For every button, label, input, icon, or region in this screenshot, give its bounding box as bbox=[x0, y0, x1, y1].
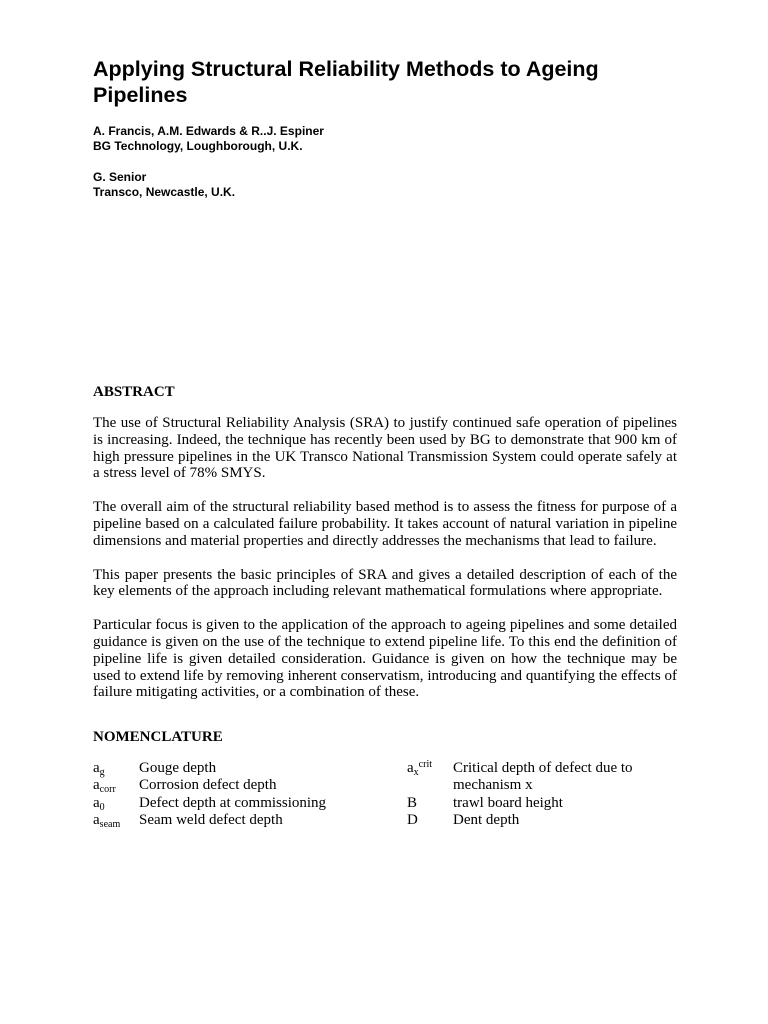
nomenclature-row bbox=[93, 795, 393, 812]
nomenclature-left-column bbox=[93, 760, 393, 829]
nomenclature-symbol: B bbox=[407, 794, 418, 811]
nomenclature-right-column bbox=[407, 760, 677, 829]
affiliation-line-1: BG Technology, Loughborough, U.K. bbox=[93, 139, 303, 153]
abstract-paragraph-3: This paper presents the basic principles of SRA and gives a detailed description of each of the key elements of the approach including relevant mathematical formulations where appropriate. bbox=[93, 566, 677, 600]
nomenclature-row bbox=[407, 795, 677, 812]
nomenclature-row bbox=[93, 777, 393, 794]
abstract-paragraph-1: The use of Structural Reliability Analysis (SRA) to justify continued safe operation of pipelines is increasing. Indeed, the technique has recently been used by BG to demonstrate that 900 km of high pressure pipelines in the UK Transco National Transmission System could operate safely at a stress level of 78% SMYS. bbox=[93, 415, 677, 482]
nomenclature-definition: trawl board height bbox=[453, 794, 563, 811]
nomenclature-definition-continued: mechanism x bbox=[453, 777, 533, 794]
nomenclature-row bbox=[407, 760, 677, 777]
author-block-1 bbox=[93, 124, 677, 154]
abstract-paragraph-2: The overall aim of the structural reliability based method is to assess the fitness for purpose of a pipeline based on a calculated failure probability. It takes account of natural variation in pipeline dimensions and material properties and directly addresses the mechanisms that lead to failure. bbox=[93, 499, 677, 549]
nomenclature-symbol: $a_{seam}$ bbox=[93, 811, 121, 830]
nomenclature-symbol: D bbox=[407, 811, 418, 828]
paper-page bbox=[93, 56, 677, 840]
affiliation-line-2: Transco, Newcastle, U.K. bbox=[93, 185, 236, 199]
nomenclature-symbol: $a_g$ bbox=[93, 760, 105, 779]
nomenclature-symbol: $a_x^{crit}$ bbox=[407, 759, 432, 779]
author-block-2 bbox=[93, 170, 677, 200]
authors-line-2: G. Senior bbox=[93, 170, 147, 184]
nomenclature-row bbox=[93, 760, 393, 777]
nomenclature-row bbox=[93, 812, 393, 829]
nomenclature-definition: Seam weld defect depth bbox=[139, 811, 283, 828]
nomenclature-symbol: $a_0$ bbox=[93, 794, 105, 813]
nomenclature-table bbox=[93, 760, 677, 840]
abstract-heading: ABSTRACT bbox=[93, 384, 175, 400]
paper-title: Applying Structural Reliability Methods to Ageing Pipelines bbox=[93, 57, 599, 107]
nomenclature-definition: Corrosion defect depth bbox=[139, 777, 277, 794]
nomenclature-heading: NOMENCLATURE bbox=[93, 729, 223, 746]
abstract-paragraph-4: Particular focus is given to the application of the approach to ageing pipelines and some detailed guidance is given on the use of the technique to extend pipeline life. To this end the definition of pipeline life is given detailed consideration. Guidance is given on how the technique may be used to extend life by removing inherent conservatism, introducing and quantifying the effects of failure mitigating activities, or a combination of these. bbox=[93, 617, 677, 701]
nomenclature-symbol: $a_{corr}$ bbox=[93, 777, 116, 796]
authors-line-1: A. Francis, A.M. Edwards & R..J. Espiner bbox=[93, 124, 324, 138]
nomenclature-definition: Dent depth bbox=[453, 811, 520, 828]
nomenclature-row bbox=[407, 777, 677, 794]
nomenclature-definition: Gouge depth bbox=[139, 760, 217, 777]
nomenclature-row bbox=[407, 812, 677, 829]
nomenclature-definition: Defect depth at commissioning bbox=[139, 794, 327, 811]
nomenclature-definition: Critical depth of defect due to bbox=[453, 760, 633, 777]
